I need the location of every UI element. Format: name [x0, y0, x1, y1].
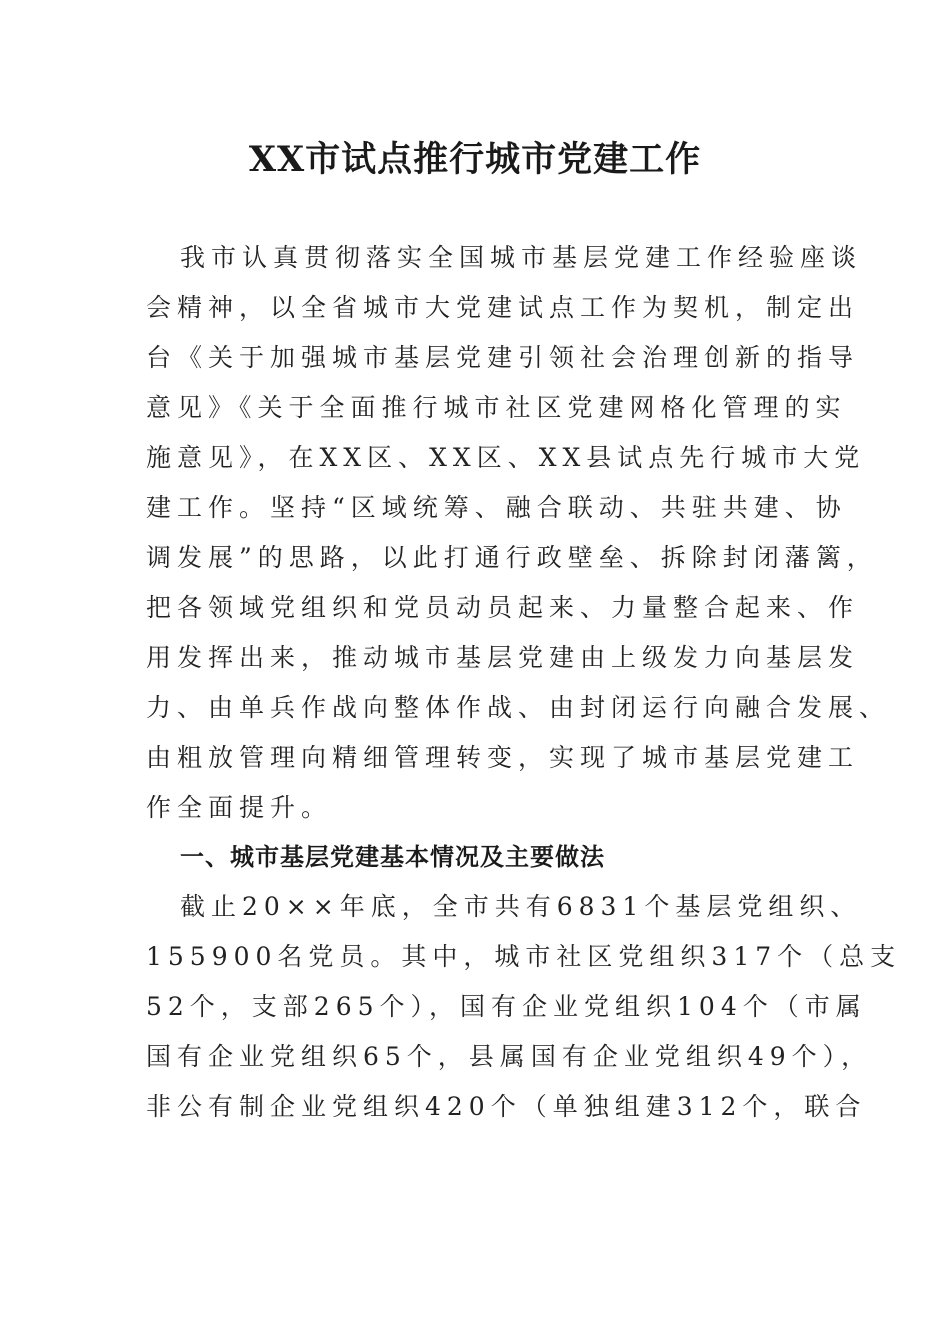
paragraph-line: 截止20××年底，全市共有6831个基层党组织、 — [180, 892, 862, 921]
paragraph-line: 把各领域党组织和党员动员起来、力量整合起来、作 — [146, 593, 860, 622]
paragraph-line: 我市认真贯彻落实全国城市基层党建工作经验座谈 — [180, 243, 863, 272]
paragraph-intro — [146, 233, 891, 833]
paragraph-line: 国有企业党组织65个，县属国有企业党组织49个）， — [146, 1042, 873, 1071]
paragraph-line: 155900名党员。其中，城市社区党组织317个（总支 — [146, 942, 902, 971]
paragraph-line: 非公有制企业党组织420个（单独组建312个，联合 — [146, 1092, 867, 1121]
paragraph-line: 施意见》，在XX区、XX区、XX县试点先行城市大党 — [146, 443, 866, 472]
paragraph-line: 调发展”的思路，以此打通行政壁垒、拆除封闭藩篱， — [146, 543, 878, 572]
document-title: XX市试点推行城市党建工作 — [248, 139, 702, 180]
section-heading: 一、城市基层党建基本情况及主要做法 — [180, 843, 605, 871]
paragraph-line: 意见》《关于全面推行城市社区党建网格化管理的实 — [146, 393, 847, 422]
paragraph-line: 52个，支部265个），国有企业党组织104个（市属 — [146, 992, 867, 1021]
paragraph-line: 作全面提升。 — [146, 793, 333, 822]
paragraph-statistics — [146, 882, 902, 1132]
paragraph-line: 力、由单兵作战向整体作战、由封闭运行向融合发展、 — [146, 693, 891, 722]
paragraph-line: 用发挥出来，推动城市基层党建由上级发力向基层发 — [146, 643, 860, 672]
paragraph-line: 由粗放管理向精细管理转变，实现了城市基层党建工 — [146, 743, 860, 772]
paragraph-line: 台《关于加强城市基层党建引领社会治理创新的指导 — [146, 343, 860, 372]
paragraph-line: 建工作。坚持“区域统筹、融合联动、共驻共建、协 — [146, 493, 847, 522]
paragraph-line: 会精神，以全省城市大党建试点工作为契机，制定出 — [146, 293, 860, 322]
